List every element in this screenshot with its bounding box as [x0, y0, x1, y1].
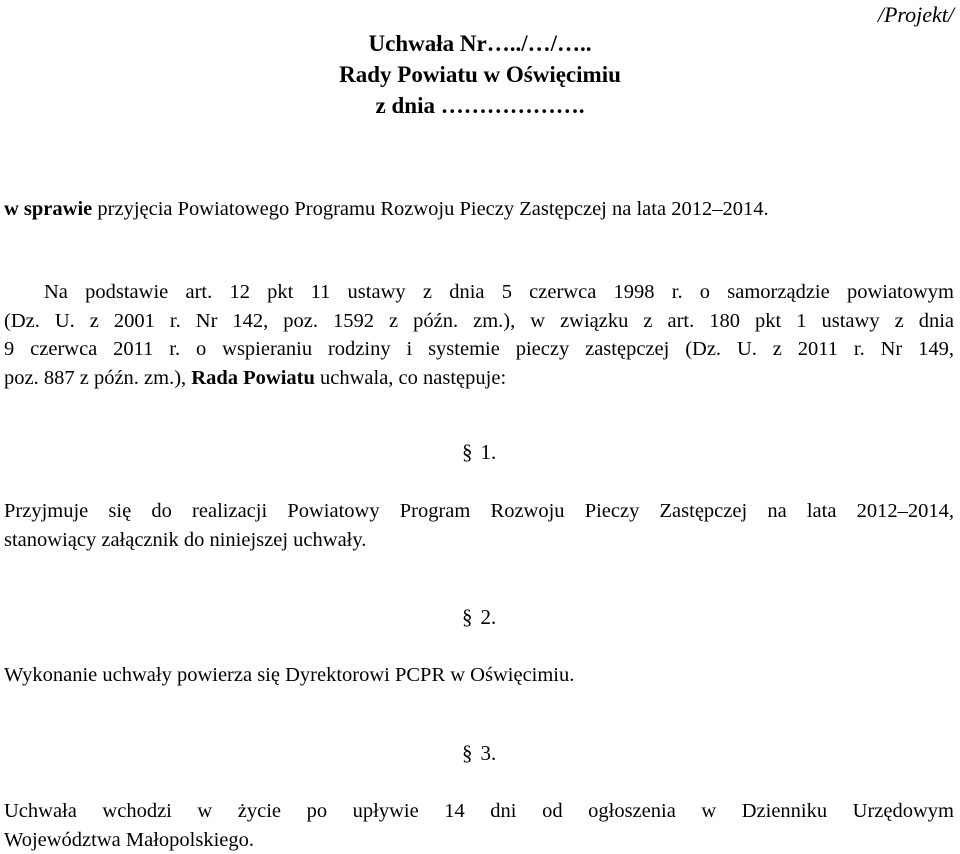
projekt-label: /Projekt/: [878, 2, 954, 28]
section-1-body: [4, 497, 954, 554]
preamble-line-4-post: uchwala, co następuje:: [315, 367, 506, 389]
section-1-line-1: Przyjmuje się do realizacji Powiatowy Program Rozwoju Pieczy Zastępczej na lata 2012‒2014,: [4, 497, 954, 526]
section-3-body: [4, 797, 954, 854]
section-3-line-1: Uchwała wchodzi w życie po upływie 14 dni od ogłoszenia w Dzienniku Urzędowym: [4, 797, 954, 826]
section-3-heading: [462, 741, 496, 766]
preamble-line-1: Na podstawie art. 12 pkt 11 ustawy z dnia 5 czerwca 1998 r. o samorządzie powiatowym: [4, 278, 954, 307]
section-2-body: [4, 661, 954, 690]
title-line-number: Uchwała Nr…../…/…..: [220, 28, 740, 59]
section-2-heading: [462, 605, 496, 630]
preamble-line-3: 9 czerwca 2011 r. o wspieraniu rodziny i systemie pieczy zastępczej (Dz. U. z 2011 r. Nr 149,: [4, 335, 954, 364]
subject-lead: w sprawie: [4, 198, 92, 220]
preamble-line-4: [4, 364, 954, 393]
subject-text: przyjęcia Powiatowego Programu Rozwoju Pieczy Zastępczej na lata 2012‒2014.: [92, 198, 768, 220]
section-2-sign: §: [462, 605, 473, 629]
preamble-council: Rada Powiatu: [191, 367, 315, 389]
title-line-council: Rady Powiatu w Oświęcimiu: [220, 59, 740, 90]
preamble: [4, 278, 954, 392]
document-title: [220, 28, 740, 121]
section-3-number: 3.: [481, 741, 497, 765]
preamble-line-2: (Dz. U. z 2001 r. Nr 142, poz. 1592 z późn. zm.), w związku z art. 180 pkt 1 ustawy z dnia: [4, 307, 954, 336]
section-1-number: 1.: [481, 440, 497, 464]
section-3-sign: §: [462, 741, 473, 765]
section-1-sign: §: [462, 440, 473, 464]
preamble-line-4-pre: poz. 887 z późn. zm.),: [4, 367, 191, 389]
section-1-heading: [462, 440, 496, 465]
section-2-line-1: Wykonanie uchwały powierza się Dyrektorowi PCPR w Oświęcimiu.: [4, 661, 954, 690]
section-1-line-2: stanowiący załącznik do niniejszej uchwały.: [4, 526, 954, 555]
section-2-number: 2.: [481, 605, 497, 629]
title-line-date: z dnia ……………….: [220, 90, 740, 121]
resolution-subject: [4, 198, 769, 221]
section-3-line-2: Województwa Małopolskiego.: [4, 826, 954, 854]
